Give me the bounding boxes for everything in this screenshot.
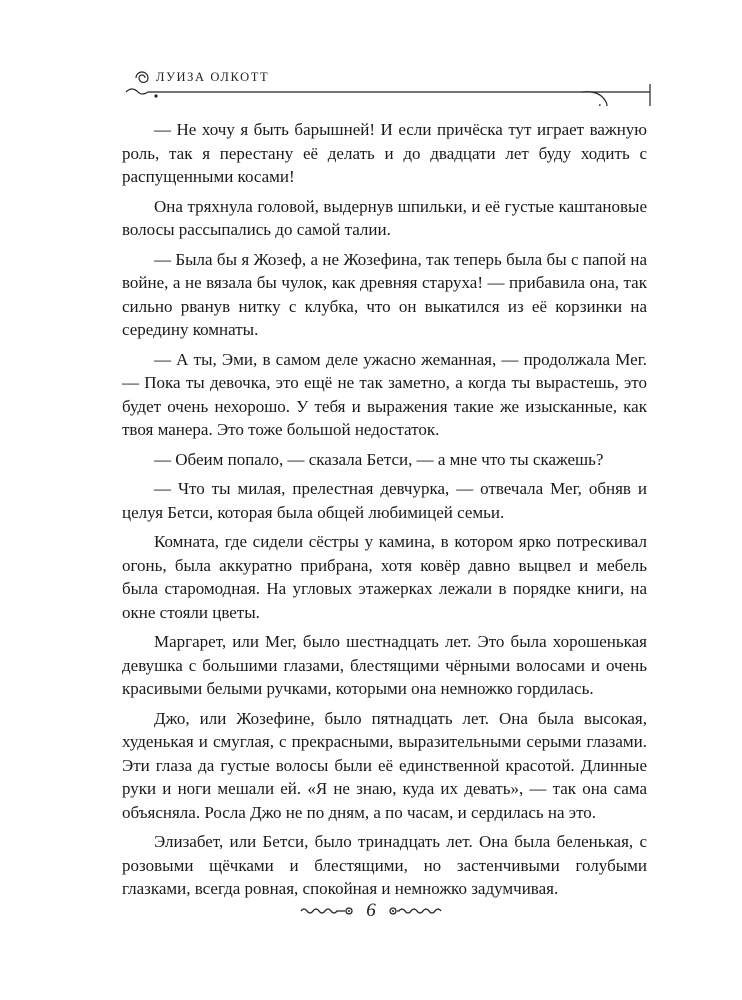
page-number: 6 — [366, 900, 376, 921]
left-flourish-icon — [299, 904, 355, 918]
paragraph: Элизабет, или Бетси, было тринадцать лет. Она была беленькая, с розовыми щёчками и блестящими, но застенчивыми голубыми глазками, всегда ровная, спокойная и немножко задумчивая. — [122, 832, 647, 898]
paragraph: — Не хочу я быть барышней! И если причёска тут играет важную роль, так я перестану её делать и до двадцати лет буду ходить с распущенными косами! — [122, 120, 647, 186]
body-text — [122, 118, 647, 907]
right-flourish-icon — [387, 904, 443, 918]
paragraph: — Что ты милая, прелестная девчурка, — отвечала Мег, обняв и целуя Бетси, которая была общей любимицей семьи. — [122, 479, 647, 522]
paragraph: Она тряхнула головой, выдернув шпильки, и её густые каштановые волосы рассыпались до самой талии. — [122, 196, 647, 239]
author-name: ЛУИЗА ОЛКОТТ — [156, 70, 270, 84]
running-header — [122, 62, 652, 106]
paragraph: Маргарет, или Мег, было шестнадцать лет. Это была хорошенькая девушка с большими глазами, блестящими чёрными волосами и очень красивыми белыми ручками, которыми она немножко гордилась. — [122, 632, 647, 698]
page-footer — [0, 900, 742, 926]
paragraph: — А ты, Эми, в самом деле ужасно жеманная, — продолжала Мег. — Пока ты девочка, это ещё не так заметно, а когда ты вырастешь, это будет очень нехорошо. У тебя и выражения такие же изысканные, как твоя манера. Это тоже большой недостаток. — [122, 349, 647, 439]
paragraph: Джо, или Жозефине, было пятнадцать лет. Она была высокая, худенькая и смуглая, с прекрасными, выразительными серыми глазами. Эти глаза да густые волосы были её единственной красотой. Длинные руки и ноги мешали ей. «Я не знаю, куда их девать», — так она сама объясняла. Росла Джо не по дням, а по часам, и сердилась на это. — [122, 708, 647, 822]
paragraph: — Обеим попало, — сказала Бетси, — а мне что ты скажешь? — [154, 449, 604, 469]
paragraph: — Была бы я Жозеф, а не Жозефина, так теперь была бы с папой на войне, а не вязала бы чулок, как древняя старуха! — прибавила она, так сильно рванув нитку с клубка, что он выкатился из её корзинки на середину комнаты. — [122, 249, 647, 339]
paragraph: Комната, где сидели сёстры у камина, в котором ярко потрескивал огонь, была аккуратно прибрана, хотя ковёр давно выцвел и мебель была старомодная. На угловых этажерках лежали в порядке книги, на окне стояли цветы. — [122, 532, 647, 622]
